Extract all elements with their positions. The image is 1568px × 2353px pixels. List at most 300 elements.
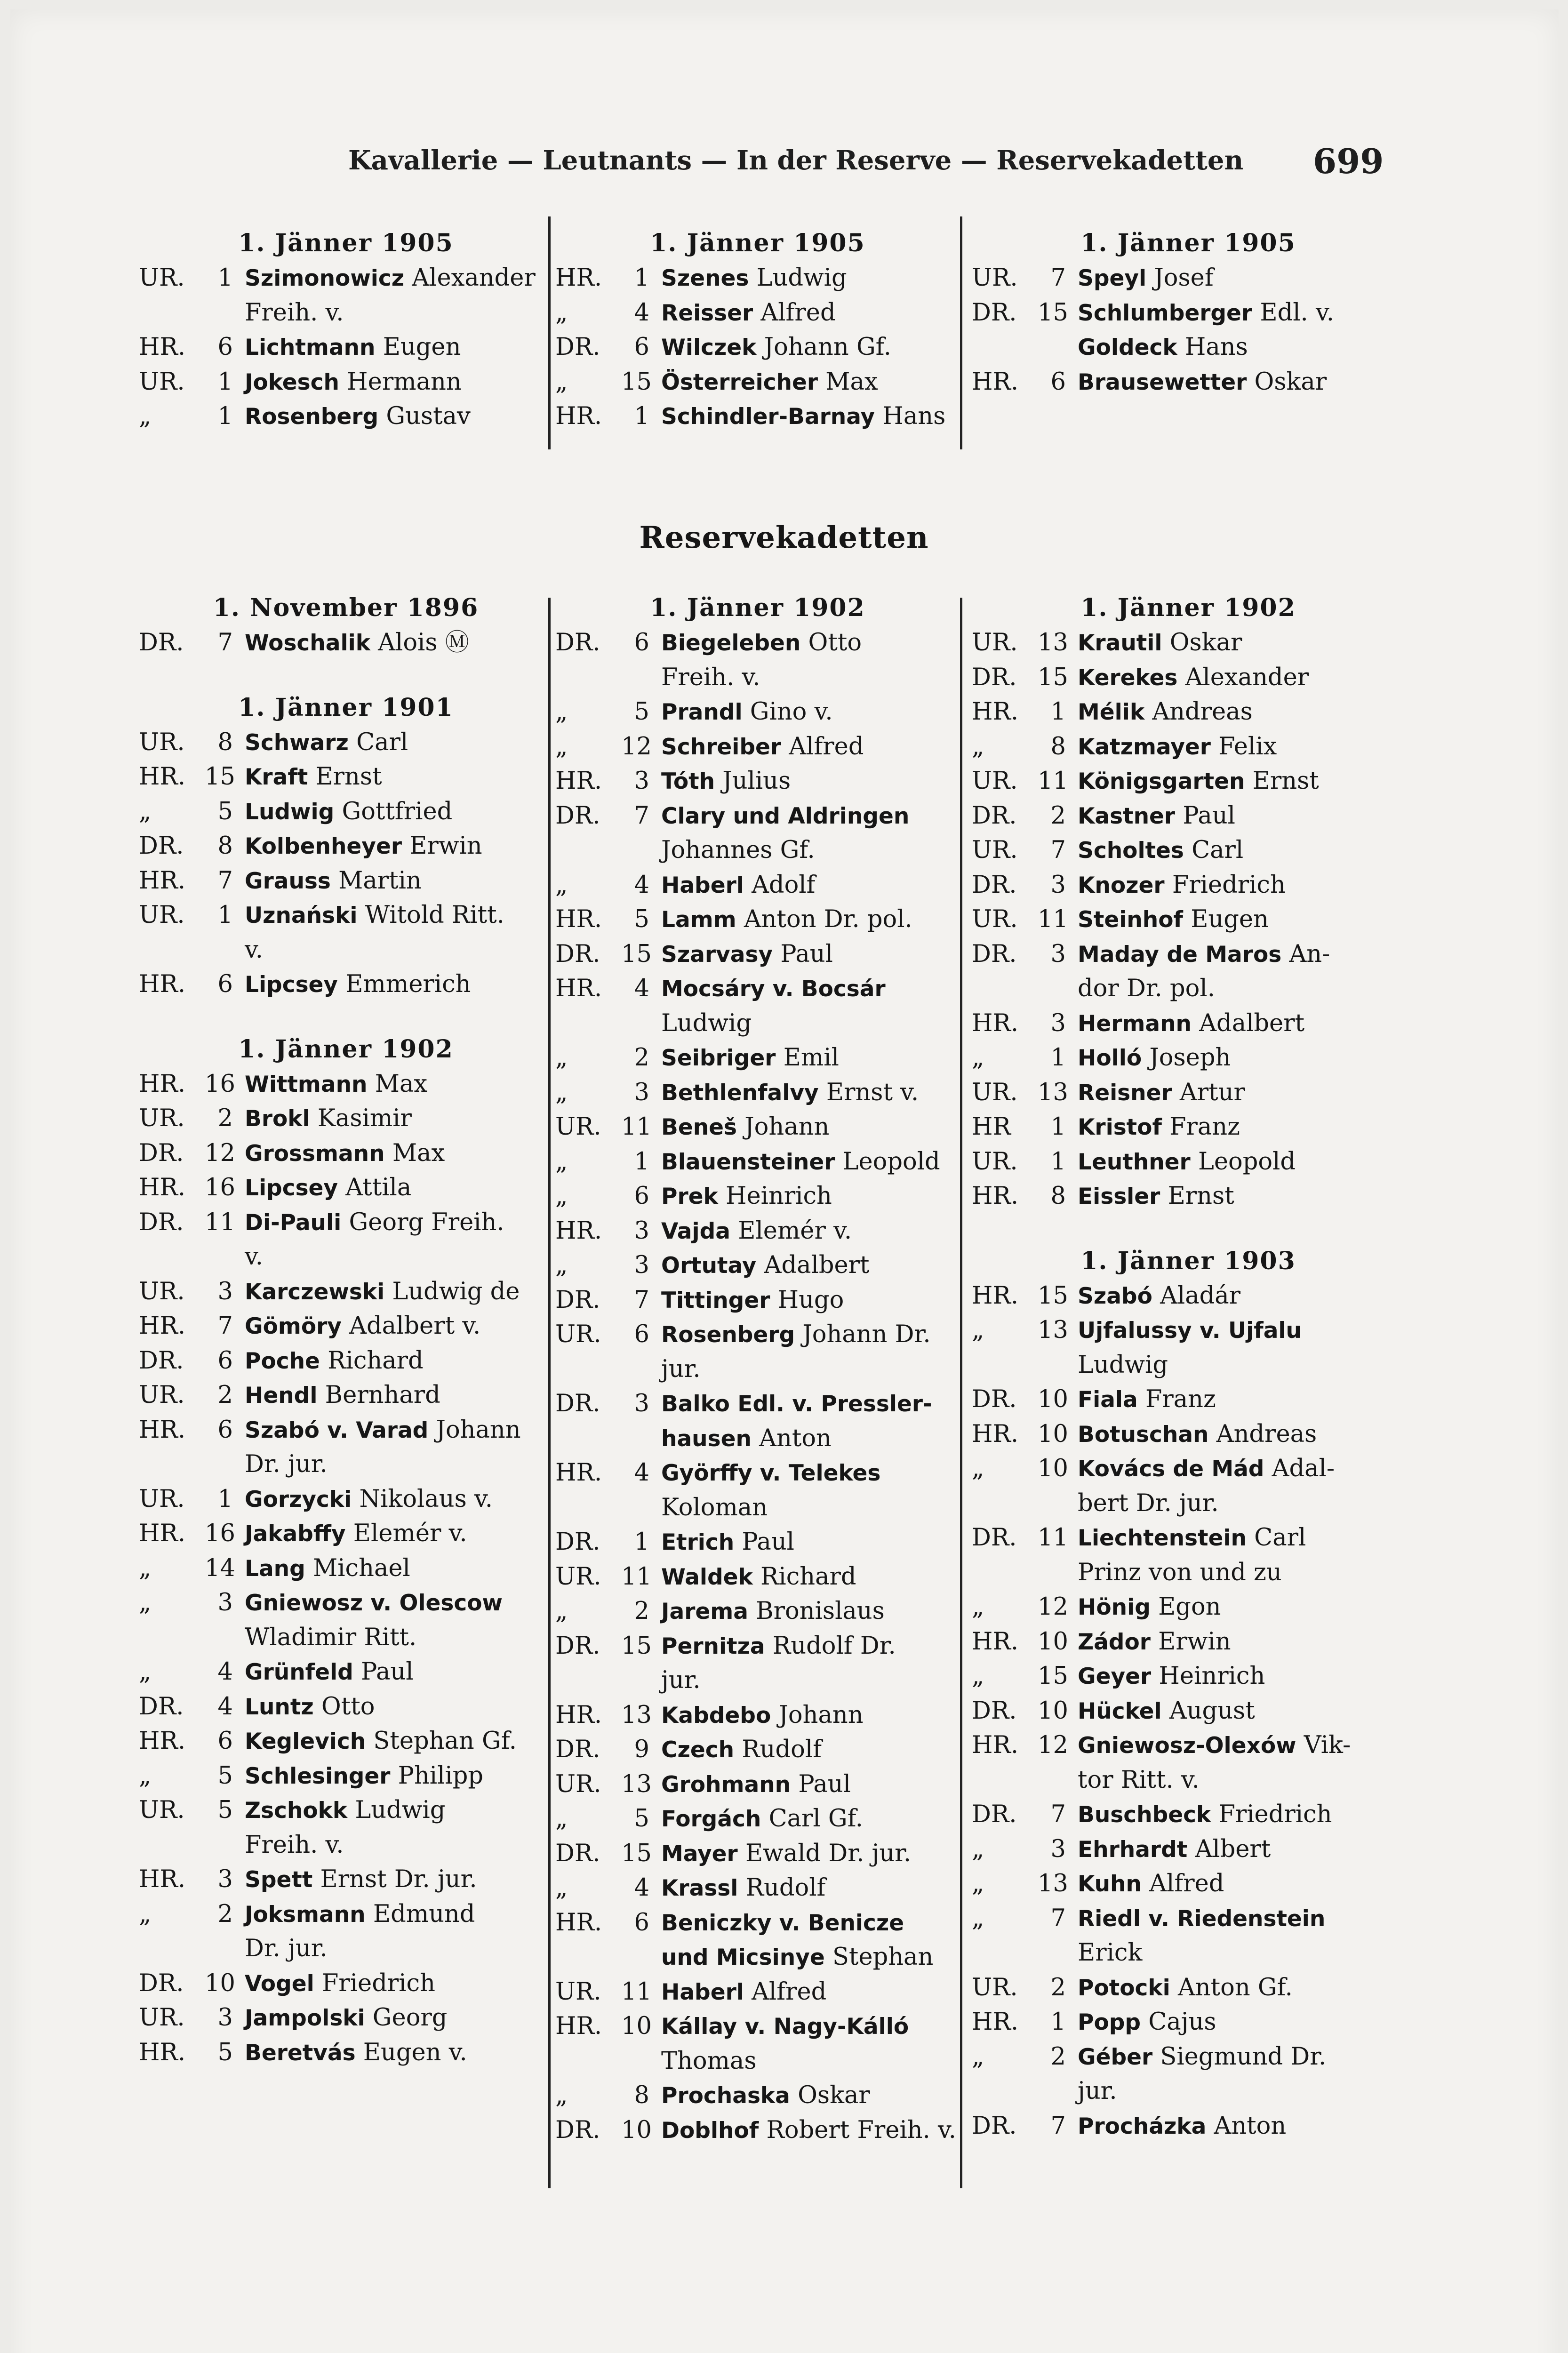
regiment-type: DR. <box>139 1139 184 1167</box>
regiment-number: 11 <box>1038 767 1068 795</box>
surname: Jarema <box>661 1599 748 1625</box>
regiment-number: 3 <box>634 1078 649 1106</box>
roster-row <box>139 1759 553 1793</box>
officer-name <box>245 1862 477 1897</box>
officer-name <box>245 1274 520 1310</box>
given-name: Eugen <box>1191 905 1269 933</box>
surname: Schindler-Barnay <box>661 404 875 430</box>
given-name: Alexander <box>412 264 536 292</box>
given-name: Alois Ⓜ <box>378 629 469 656</box>
roster-row <box>139 1793 553 1828</box>
given-name: Rudolf <box>742 1736 822 1763</box>
officer-name <box>1078 1144 1296 1180</box>
regiment-number: 2 <box>634 1597 649 1625</box>
officer-name <box>661 1732 822 1768</box>
officer-name <box>245 1759 483 1794</box>
regiment-type: DR. <box>139 1346 184 1375</box>
officer-name <box>1078 261 1214 296</box>
given-name: Leopold <box>1198 1147 1296 1176</box>
given-name: Felix <box>1218 732 1277 760</box>
regiment-type: DR. <box>555 940 600 968</box>
roster-row <box>972 1382 1405 1417</box>
regiment-number: 3 <box>217 2004 233 2032</box>
roster-row <box>555 296 960 330</box>
given-name: Josef <box>1154 264 1214 292</box>
regiment-type: HR. <box>555 2012 602 2040</box>
given-name: Paul <box>1183 801 1235 830</box>
surname: Spett <box>245 1867 313 1893</box>
officer-name <box>661 1110 829 1145</box>
given-name: Alexander <box>1185 663 1309 691</box>
regiment-type: UR. <box>972 629 1018 656</box>
roster-row <box>555 1836 960 1871</box>
surname: Geyer <box>1078 1664 1152 1689</box>
roster-row <box>555 1283 960 1318</box>
regiment-type: UR. <box>972 1147 1018 1176</box>
roster-row <box>555 330 960 365</box>
roster-row <box>139 1413 553 1448</box>
officer-name <box>661 1386 932 1422</box>
given-name: Ludwig <box>661 1009 752 1037</box>
officer-name <box>245 625 469 661</box>
surname: Keglevich <box>245 1729 366 1754</box>
surname: Prandl <box>661 699 743 725</box>
surname: Forgách <box>661 1806 761 1832</box>
given-name: Paul <box>360 1658 414 1686</box>
roster-row <box>555 799 960 833</box>
given-name: Ernst <box>315 763 382 791</box>
regiment-type: HR. <box>139 866 186 895</box>
roster-row <box>972 1313 1405 1348</box>
regiment-type: HR. <box>139 1312 186 1340</box>
given-name: Otto <box>808 629 862 656</box>
regiment-type: UR. <box>555 1321 601 1348</box>
given-name: Paul <box>742 1528 794 1556</box>
regiment-type: UR. <box>555 1770 601 1798</box>
officer-name <box>245 296 344 331</box>
regiment-type: „ <box>555 298 568 327</box>
surname: Procházka <box>1078 2113 1207 2139</box>
roster-row <box>555 764 960 799</box>
regiment-number: 6 <box>217 1346 233 1375</box>
surname: Tóth <box>661 768 715 794</box>
roster-row <box>139 933 553 968</box>
officer-name <box>245 1655 414 1690</box>
given-name: Max <box>392 1139 445 1167</box>
officer-name <box>1078 330 1248 365</box>
officer-name <box>1078 1006 1304 1041</box>
regiment-number: 11 <box>205 1208 235 1236</box>
column-rule <box>960 216 962 449</box>
regiment-number: 2 <box>1050 801 1066 830</box>
roster-row <box>555 1421 960 1456</box>
regiment-number: 5 <box>217 2038 233 2066</box>
given-name: Joseph <box>1149 1044 1231 1072</box>
surname: Biegeleben <box>661 630 801 656</box>
bottom-column-3 <box>972 591 1405 2191</box>
surname: Di-Pauli <box>245 1209 342 1236</box>
officer-name <box>661 1144 940 1180</box>
regiment-type: HR. <box>972 698 1019 726</box>
given-name: Friedrich <box>321 1969 435 1997</box>
given-name: Johann Dr. <box>802 1321 931 1348</box>
regiment-number: 2 <box>1050 1973 1066 2001</box>
surname: Beretvás <box>245 2040 356 2066</box>
surname: Kerekes <box>1078 664 1178 691</box>
surname: Scholtes <box>1078 838 1184 864</box>
regiment-number: 1 <box>1050 1147 1066 1176</box>
officer-name <box>245 399 471 434</box>
regiment-number: 15 <box>205 763 235 791</box>
regiment-type: HR. <box>555 1459 602 1487</box>
given-name: Johann <box>744 1113 830 1141</box>
regiment-number: 5 <box>217 1796 233 1824</box>
regiment-number: 5 <box>634 905 649 933</box>
regiment-type: „ <box>972 1044 984 1072</box>
given-name: Paul <box>798 1770 851 1798</box>
roster-row <box>972 261 1405 296</box>
roster-row <box>555 1629 960 1664</box>
regiment-number: 15 <box>1038 663 1068 691</box>
surname: Haberl <box>661 872 744 898</box>
roster-row <box>555 2044 960 2079</box>
regiment-type: DR. <box>972 1524 1017 1552</box>
surname: Szabó v. Varad <box>245 1417 429 1443</box>
roster-row <box>972 1179 1405 1214</box>
officer-name <box>1078 1694 1255 1729</box>
roster-row <box>139 330 553 365</box>
running-head <box>0 141 1568 179</box>
given-name: Bronislaus <box>756 1597 885 1625</box>
regiment-type: HR. <box>972 1281 1019 1310</box>
officer-name <box>661 1594 885 1629</box>
given-name: jur. <box>1078 2077 1117 2105</box>
regiment-number: 16 <box>205 1520 235 1547</box>
regiment-number: 7 <box>1050 1801 1066 1828</box>
officer-name <box>245 261 536 296</box>
regiment-type: DR. <box>555 629 600 656</box>
roster-row <box>555 1317 960 1352</box>
regiment-type: UR. <box>139 728 185 756</box>
regiment-type: HR. <box>139 970 186 998</box>
regiment-type: „ <box>555 698 568 726</box>
officer-name <box>661 1075 919 1111</box>
officer-name <box>661 1456 880 1491</box>
roster-row <box>555 261 960 296</box>
roster-row <box>972 1694 1405 1729</box>
roster-row <box>972 2005 1405 2040</box>
officer-name <box>661 1421 832 1457</box>
roster-row <box>972 1866 1405 1901</box>
given-name: Paul <box>780 940 833 968</box>
surname: Tittinger <box>661 1287 770 1313</box>
roster-row <box>555 868 960 903</box>
regiment-number: 1 <box>1050 2008 1066 2036</box>
officer-name <box>245 1897 475 1932</box>
regiment-type: UR. <box>139 2004 185 2032</box>
officer-name <box>1078 799 1235 834</box>
regiment-type: „ <box>555 1147 568 1176</box>
regiment-type: HR. <box>139 2038 186 2066</box>
roster-row <box>139 794 553 829</box>
regiment-type: „ <box>555 1182 568 1210</box>
given-name: Anton Gf. <box>1177 1973 1293 2001</box>
surname: Mélik <box>1078 699 1145 725</box>
roster-row <box>972 1279 1405 1313</box>
roster-row <box>972 2109 1405 2144</box>
surname: Wilczek <box>661 335 757 360</box>
top-column-3 <box>972 226 1405 461</box>
officer-name <box>245 1309 480 1344</box>
regiment-number: 8 <box>1050 1182 1066 1210</box>
regiment-number: 1 <box>1050 698 1066 726</box>
given-name: Prinz von und zu <box>1078 1558 1282 1586</box>
given-name: Johann <box>778 1701 864 1729</box>
regiment-number: 1 <box>217 901 233 929</box>
given-name: Alfred <box>760 298 836 327</box>
regiment-number: 10 <box>1038 1455 1068 1482</box>
regiment-type: „ <box>139 1589 152 1617</box>
surname: Joksmann <box>245 1901 366 1928</box>
officer-name <box>245 1378 440 1413</box>
roster-row <box>139 1585 553 1620</box>
officer-name <box>245 1585 503 1621</box>
regiment-type: HR. <box>972 1182 1019 1210</box>
officer-name <box>1078 1728 1351 1763</box>
regiment-number: 8 <box>634 2081 649 2109</box>
regiment-type: UR. <box>139 264 185 292</box>
regiment-number: 7 <box>634 801 649 830</box>
regiment-number: 3 <box>217 1589 233 1617</box>
regiment-type: DR. <box>555 1286 600 1314</box>
given-name: Ludwig <box>756 264 847 292</box>
regiment-number: 3 <box>634 1217 649 1245</box>
regiment-type: DR. <box>555 1839 600 1867</box>
surname: Wittmann <box>245 1071 368 1097</box>
surname: Grohmann <box>661 1771 791 1798</box>
surname: Steinhof <box>1078 907 1183 933</box>
officer-name <box>661 1525 794 1560</box>
surname: Krautil <box>1078 630 1162 656</box>
roster-row <box>555 1006 960 1041</box>
surname: Leuthner <box>1078 1149 1191 1175</box>
regiment-number: 3 <box>1050 871 1066 899</box>
roster-row <box>555 625 960 660</box>
regiment-type: „ <box>139 402 152 430</box>
regiment-number: 12 <box>1038 1593 1068 1621</box>
roster-row <box>972 296 1405 330</box>
roster-row <box>555 1144 960 1179</box>
officer-name <box>245 1620 416 1656</box>
regiment-number: 11 <box>621 1562 652 1591</box>
roster-row <box>972 1970 1405 2005</box>
officer-name <box>661 971 886 1007</box>
surname: Mocsáry v. Bocsár <box>661 976 886 1002</box>
given-name: Adal- <box>1272 1455 1335 1482</box>
regiment-number: 6 <box>634 629 649 656</box>
regiment-type: UR. <box>139 901 185 929</box>
officer-name <box>1078 1625 1231 1660</box>
surname: Knozer <box>1078 872 1165 898</box>
regiment-type: UR. <box>555 1977 601 2006</box>
given-name: Carl <box>356 728 408 756</box>
surname: Gorzycki <box>245 1486 352 1513</box>
section-title: Reservekadetten <box>639 520 929 555</box>
officer-name <box>1078 1832 1271 1867</box>
regiment-type: DR. <box>555 1632 600 1660</box>
given-name: Oskar <box>798 2081 870 2109</box>
officer-name <box>661 1490 768 1526</box>
surname: Jampolski <box>245 2005 365 2031</box>
regiment-number: 6 <box>1050 368 1066 396</box>
roster-row <box>555 1801 960 1836</box>
surname: Lichtmann <box>245 335 376 360</box>
regiment-number: 5 <box>217 1761 233 1790</box>
officer-name <box>1078 1659 1265 1694</box>
officer-name <box>1078 729 1277 765</box>
given-name: Oskar <box>1254 368 1327 396</box>
given-name: Artur <box>1179 1078 1245 1106</box>
officer-name <box>661 833 815 868</box>
surname: Mayer <box>661 1841 738 1867</box>
roster-row <box>555 1560 960 1594</box>
regiment-type: HR. <box>972 1009 1019 1037</box>
officer-name <box>661 625 862 661</box>
officer-name <box>1078 695 1253 730</box>
regiment-number: 15 <box>621 368 652 396</box>
roster-row <box>972 1590 1405 1625</box>
roster-row <box>139 1274 553 1309</box>
given-name: Michael <box>313 1554 410 1582</box>
officer-name <box>1078 1970 1293 2006</box>
officer-name <box>661 1317 931 1353</box>
regiment-number: 4 <box>634 975 649 1002</box>
regiment-type: „ <box>972 1662 984 1690</box>
officer-name <box>245 794 452 830</box>
roster-row <box>139 625 553 660</box>
roster-row <box>555 2009 960 2044</box>
regiment-number: 15 <box>1038 1662 1068 1690</box>
given-name: Ewald Dr. jur. <box>745 1839 912 1867</box>
regiment-number: 2 <box>634 1044 649 1072</box>
regiment-type: HR. <box>139 1070 186 1098</box>
roster-row <box>972 1144 1405 1179</box>
officer-name <box>1078 1279 1240 1314</box>
regiment-number: 6 <box>634 1182 649 1210</box>
officer-name <box>1078 1313 1302 1348</box>
regiment-number: 1 <box>217 402 233 430</box>
regiment-type: DR. <box>555 1736 600 1763</box>
surname: Vajda <box>661 1218 730 1244</box>
given-name: Attila <box>345 1174 412 1201</box>
regiment-type: DR. <box>972 298 1017 327</box>
regiment-type: „ <box>972 1593 984 1621</box>
surname: Zádor <box>1078 1629 1151 1655</box>
regiment-type: HR. <box>139 1727 186 1755</box>
regiment-type: DR. <box>139 1969 184 1997</box>
regiment-type: UR. <box>555 1113 601 1141</box>
roster-row <box>139 1862 553 1897</box>
regiment-number: 4 <box>634 1874 649 1902</box>
regiment-number: 13 <box>621 1770 652 1798</box>
officer-name <box>1078 1382 1216 1417</box>
given-name: Alfred <box>752 1977 827 2006</box>
officer-name <box>661 1663 701 1698</box>
officer-name <box>245 1724 517 1759</box>
roster-row <box>555 1075 960 1110</box>
regiment-type: DR. <box>555 1390 600 1417</box>
roster-row <box>972 1417 1405 1452</box>
regiment-type: HR. <box>972 1627 1019 1656</box>
officer-name <box>245 864 422 899</box>
surname: Doblhof <box>661 2117 759 2144</box>
regiment-number: 7 <box>1050 1904 1066 1932</box>
regiment-type: UR. <box>139 1796 185 1824</box>
roster-row <box>555 399 960 434</box>
officer-name <box>1078 868 1286 903</box>
regiment-number: 2 <box>217 1104 233 1132</box>
given-name: Carl <box>1192 836 1244 864</box>
surname: Haberl <box>661 1979 744 2005</box>
regiment-type: DR. <box>972 2112 1017 2140</box>
roster-row <box>555 833 960 868</box>
officer-name <box>245 365 462 400</box>
regiment-type: HR. <box>555 767 602 795</box>
officer-name <box>661 399 945 434</box>
regiment-number: 2 <box>217 1381 233 1409</box>
officer-name <box>1078 2109 1286 2144</box>
regiment-type: UR. <box>972 905 1018 933</box>
officer-name <box>245 898 504 933</box>
regiment-number: 13 <box>1038 1316 1068 1344</box>
regiment-number: 15 <box>1038 1281 1068 1310</box>
regiment-number: 13 <box>1038 629 1068 656</box>
officer-name <box>1078 1110 1240 1145</box>
roster-row <box>139 1828 553 1863</box>
roster-row <box>139 1378 553 1413</box>
regiment-number: 3 <box>1050 1835 1066 1863</box>
surname: Reisner <box>1078 1080 1172 1106</box>
given-name: Hugo <box>777 1286 844 1314</box>
given-name: Friedrich <box>1172 871 1286 899</box>
surname: Lipcsey <box>245 1175 338 1201</box>
given-name: Ludwig de <box>392 1277 520 1305</box>
regiment-type: DR. <box>139 1692 184 1721</box>
given-name: Carl Gf. <box>768 1805 863 1833</box>
regiment-type: HR. <box>139 333 186 361</box>
regiment-type: DR. <box>972 940 1017 968</box>
surname: Karczewski <box>245 1279 385 1305</box>
regiment-number: 10 <box>1038 1627 1068 1656</box>
roster-row <box>555 1594 960 1629</box>
roster-row <box>972 330 1405 365</box>
officer-name <box>661 1214 852 1249</box>
given-name: Richard <box>328 1346 424 1375</box>
officer-name <box>661 1836 911 1872</box>
officer-name <box>245 1828 344 1863</box>
roster-row <box>555 1975 960 2009</box>
regiment-type: „ <box>139 797 152 825</box>
surname: Szenes <box>661 265 749 291</box>
officer-name <box>661 799 909 834</box>
roster-row <box>139 365 553 400</box>
surname: Jokesch <box>245 369 339 395</box>
surname: Lipcsey <box>245 972 338 998</box>
regiment-number: 12 <box>621 732 652 760</box>
given-name: Ernst <box>1168 1182 1234 1210</box>
surname: Ludwig <box>245 799 335 825</box>
regiment-number: 1 <box>217 368 233 396</box>
